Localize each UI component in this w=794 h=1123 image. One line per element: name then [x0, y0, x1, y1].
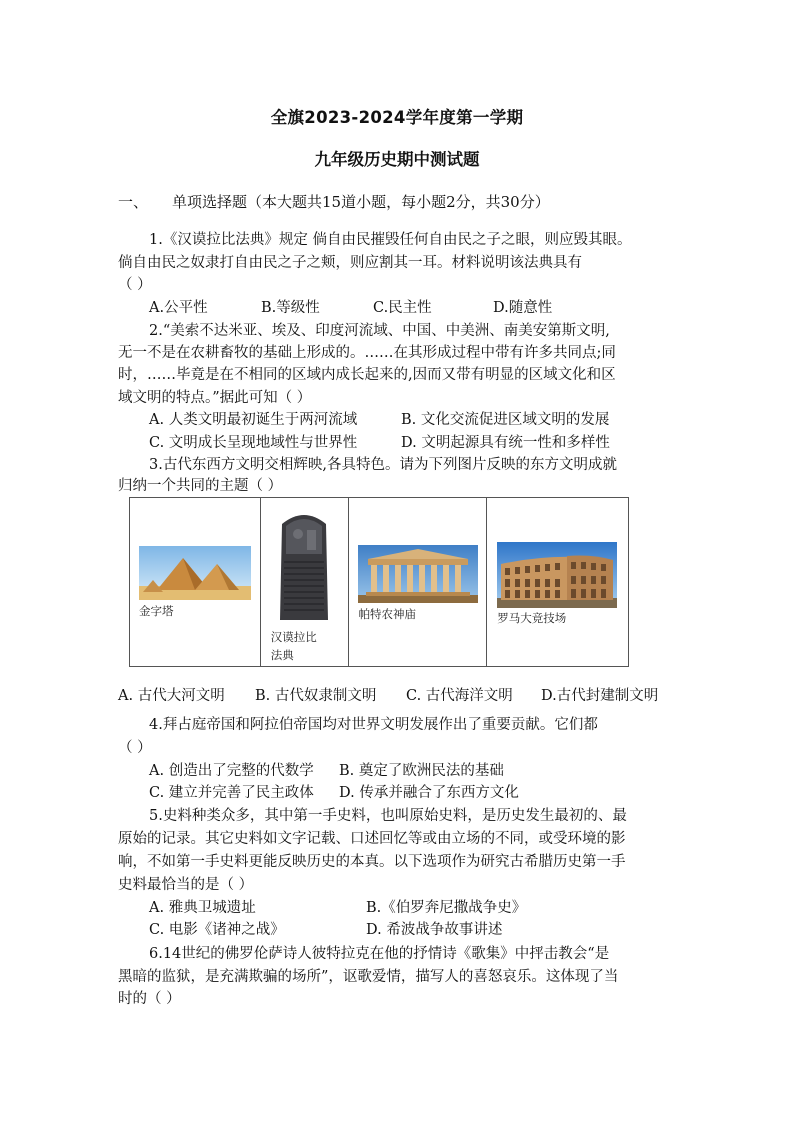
question-text: 3.古代东西方文明交相辉映,各具特色。请为下列图片反映的东方文明成就	[149, 457, 617, 473]
image-cell-stele	[261, 498, 349, 666]
pyramid-icon	[139, 546, 251, 600]
section-heading	[118, 191, 550, 212]
question-text: 5.史料种类众多，其中第一手史料，也叫原始史料，是历史发生最初的、最	[149, 808, 627, 824]
option-row	[149, 759, 504, 780]
image-cell-colosseum	[487, 498, 628, 666]
option-a: A. 人类文明最初诞生于两河流域	[149, 412, 358, 428]
option-d: D.随意性	[493, 300, 553, 316]
question-text: 黑暗的监狱，是充满欺骗的场所”，讴歌爱情，描写人的喜怒哀乐。这体现了当	[118, 969, 619, 985]
question-text: 无一不是在农耕畜牧的基础上形成的。……在其形成过程中带有许多共同点;同	[118, 345, 616, 361]
question-text: 史料最恰当的是（ ）	[118, 877, 254, 893]
option-row	[149, 408, 609, 429]
image-caption: 金字塔	[139, 604, 174, 618]
option-d: D. 文明起源具有统一性和多样性	[401, 435, 610, 451]
option-c: C. 古代海洋文明	[406, 688, 513, 704]
option-b: B. 奠定了欧洲民法的基础	[339, 763, 504, 779]
option-row	[149, 431, 610, 452]
option-row	[149, 296, 552, 317]
question-text: 时，……毕竟是在不相同的区域内成长起来的,因而又带有明显的区域文化和区	[118, 367, 616, 383]
option-a: A. 创造出了完整的代数学	[149, 763, 314, 779]
option-c: C. 建立并完善了民主政体	[149, 785, 314, 801]
image-cell-parthenon	[349, 498, 488, 666]
question-text: 原始的记录。其它史料如文字记载、口述回忆等或由立场的不同，或受环境的影	[118, 831, 626, 847]
option-b: B. 古代奴隶制文明	[255, 688, 377, 704]
stele-icon	[274, 510, 334, 622]
option-d: D.古代封建制文明	[541, 688, 659, 704]
option-b: B. 文化交流促进区域文明的发展	[401, 412, 610, 428]
image-caption: 罗马大竞技场	[497, 611, 567, 625]
question-text: （ ）	[118, 740, 152, 756]
question-text: 归纳一个共同的主题（ ）	[118, 478, 283, 494]
exam-subtitle: 九年级历史期中测试题	[314, 150, 480, 169]
question-text: 域文明的特点。”据此可知（ ）	[118, 390, 312, 406]
question-text: 2.“美索不达米亚、埃及、印度河流域、中国、中美洲、南美安第斯文明,	[149, 323, 610, 339]
question-text: 6.14世纪的佛罗伦萨诗人彼特拉克在他的抒情诗《歌集》中抨击教会“是	[149, 946, 610, 962]
question-text: 4.拜占庭帝国和阿拉伯帝国均对世界文明发展作出了重要贡献。它们都	[149, 717, 598, 733]
option-row	[149, 781, 519, 802]
option-row	[149, 918, 502, 939]
image-cell-pyramid	[130, 498, 261, 666]
option-row	[149, 896, 526, 917]
option-b: B.等级性	[261, 300, 320, 316]
option-c: C.民主性	[373, 300, 432, 316]
image-caption	[271, 628, 317, 664]
section-number: 一、	[118, 193, 149, 211]
image-table	[129, 497, 629, 667]
image-caption-line: 汉谟拉比	[270, 630, 317, 644]
question-text: 1.《汉谟拉比法典》规定 倘自由民摧毁任何自由民之子之眼，则应毁其眼。	[149, 232, 632, 248]
exam-title: 全旗2023-2024学年度第一学期	[270, 108, 524, 127]
option-d: D. 希波战争故事讲述	[366, 922, 503, 938]
option-d: D. 传承并融合了东西方文化	[339, 785, 519, 801]
option-b: B.《伯罗奔尼撒战争史》	[366, 900, 527, 916]
question-text: 时的（ ）	[118, 991, 181, 1007]
option-c: C. 文明成长呈现地域性与世界性	[149, 435, 358, 451]
image-caption-line: 法典	[270, 648, 294, 662]
question-text: 响，不如第一手史料更能反映历史的本真。以下选项作为研究古希腊历史第一手	[118, 854, 626, 870]
parthenon-icon	[358, 545, 478, 603]
question-text: （ ）	[118, 277, 152, 293]
question-text: 倘自由民之奴隶打自由民之子之颊，则应割其一耳。材料说明该法典具有	[118, 255, 582, 271]
option-a: A. 古代大河文明	[118, 688, 225, 704]
option-row	[118, 684, 658, 705]
image-caption: 帕特农神庙	[358, 607, 417, 621]
option-a: A.公平性	[149, 300, 208, 316]
section-title: 单项选择题（本大题共15道小题，每小题2分，共30分）	[172, 193, 550, 211]
option-a: A. 雅典卫城遗址	[149, 900, 256, 916]
colosseum-icon	[497, 542, 617, 608]
option-c: C. 电影《诸神之战》	[149, 922, 285, 938]
